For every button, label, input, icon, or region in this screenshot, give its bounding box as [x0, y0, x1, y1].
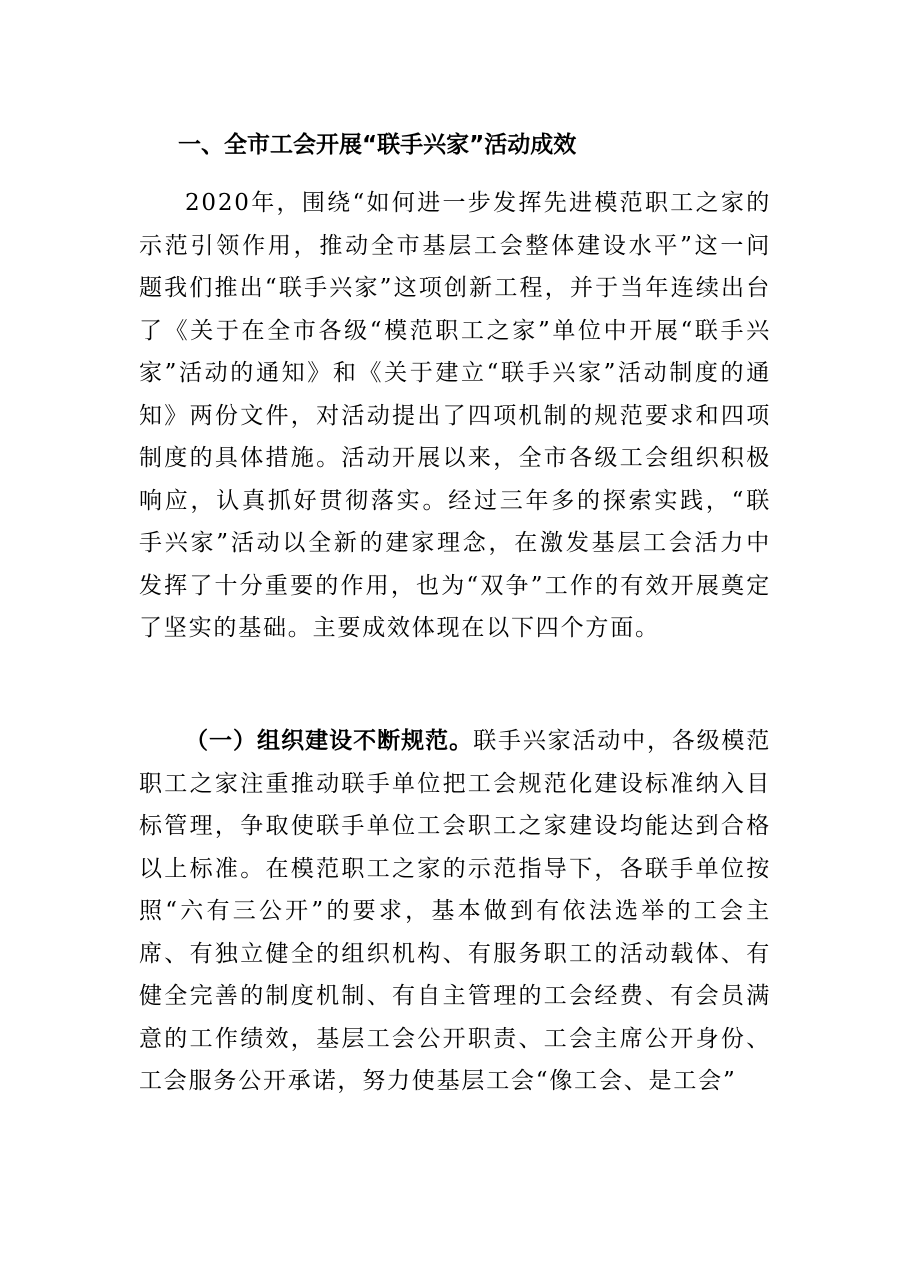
paragraph-organization	[139, 720, 771, 1103]
paragraph-body: 联手兴家活动中，各级模范职工之家注重推动联手单位把工会规范化建设标准纳入目标管理，争取使联手单位工会职工之家建设均能达到合格以上标准。在模范职工之家的示范指导下，各联手单位按照“六有三公开”的要求，基本做到有依法选举的工会主席、有独立健全的组织机构、有服务职工的活动载体、有健全完善的制度机制、有自主管理的工会经费、有会员满意的工作绩效，基层工会公开职责、工会主席公开身份、工会服务公开承诺，努力使基层工会“像工会、是工会”	[139, 728, 772, 1094]
paragraph-lead-title: （一）组织建设不断规范。	[185, 728, 474, 754]
paragraph-intro: 2020年，围绕“如何进一步发挥先进模范职工之家的示范引领作用，推动全市基层工会整体建设水平”这一问题我们推出“联手兴家”这项创新工程，并于当年连续出台了《关于在全市各级“模范职工之家”单位中开展“联手兴家”活动的通知》和《关于建立“联手兴家”活动制度的通知》两份文件，对活动提出了四项机制的规范要求和四项制度的具体措施。活动开展以来，全市各级工会组织积极响应，认真抓好贯彻落实。经过三年多的探索实践，“联手兴家”活动以全新的建家理念，在激发基层工会活力中发挥了十分重要的作用，也为“双争”工作的有效开展奠定了坚实的基础。主要成效体现在以下四个方面。	[139, 190, 771, 641]
section-heading: 一、全市工会开展“联手兴家”活动成效	[178, 132, 577, 158]
